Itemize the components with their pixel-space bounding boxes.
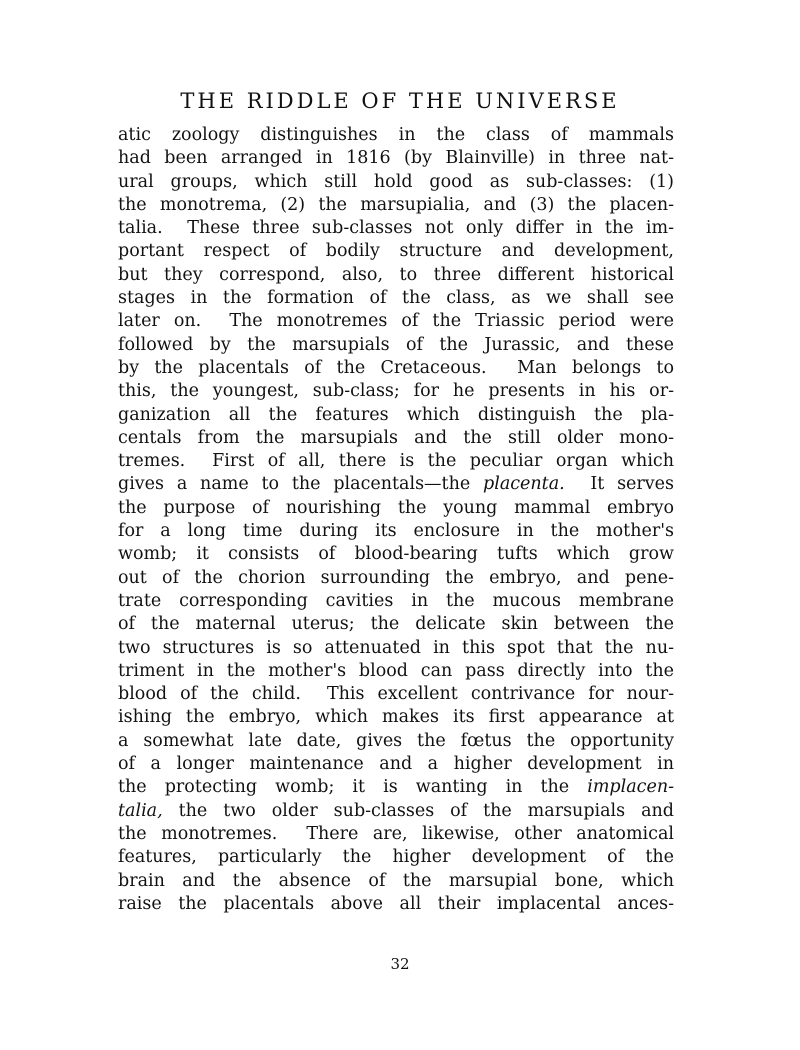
text-line [118, 217, 674, 240]
text-line [118, 590, 674, 613]
text-run: this, the youngest, sub-class; for he presents in his or- [118, 381, 674, 402]
body-text [118, 124, 674, 916]
text-line [118, 823, 674, 846]
text-line [118, 543, 674, 566]
text-run: talia. These three sub-classes not only differ in the im- [118, 218, 674, 239]
text-line [118, 334, 674, 357]
running-head: THE RIDDLE OF THE UNIVERSE [180, 89, 620, 113]
text-run: tremes. First of all, there is the peculiar organ which [118, 451, 674, 472]
text-run: gives a name to the placentals—the [118, 474, 484, 495]
text-line [118, 380, 674, 403]
text-run: the protecting womb; it is wanting in the [118, 777, 588, 798]
text-line [118, 240, 674, 263]
text-run: triment in the mother's blood can pass directly into the [118, 660, 674, 681]
text-line [118, 613, 674, 636]
text-run: brain and the absence of the marsupial bone, which [118, 870, 674, 891]
text-run: of the maternal uterus; the delicate skin between the [118, 614, 674, 635]
text-run: portant respect of bodily structure and development, [118, 241, 674, 262]
text-run: the monotrema, (2) the marsupialia, and (3) the placen- [118, 194, 674, 215]
text-run: It serves [564, 474, 674, 495]
text-run: a somewhat late date, gives the fœtus the opportunity [118, 730, 674, 751]
text-run: ural groups, which still hold good as sub-classes: (1) [118, 171, 674, 192]
text-line [118, 264, 674, 287]
text-run: trate corresponding cavities in the mucous membrane [118, 590, 674, 611]
text-run: atic zoology distinguishes in the class of mammals [118, 125, 674, 145]
text-line [118, 194, 674, 217]
text-line [118, 473, 674, 496]
text-line [118, 427, 674, 450]
text-line [118, 776, 674, 799]
text-run: the purpose of nourishing the young mammal embryo [118, 497, 674, 518]
text-run: later on. The monotremes of the Triassic period were [118, 311, 674, 332]
text-line [118, 310, 674, 333]
text-run: out of the chorion surrounding the embryo, and pene- [118, 567, 674, 588]
text-run: features, particularly the higher development of the [118, 847, 674, 868]
text-line [118, 893, 674, 916]
text-line [118, 450, 674, 473]
text-run: had been arranged in 1816 (by Blainville) in three nat- [118, 148, 674, 169]
text-run: but they correspond, also, to three different historical [118, 264, 674, 285]
text-run: stages in the formation of the class, as we shall see [118, 288, 674, 309]
text-line [118, 730, 674, 753]
text-run: the two older sub-classes of the marsupials and [162, 800, 674, 821]
text-line [118, 637, 674, 660]
text-line [118, 497, 674, 520]
italic-text: placenta. [483, 474, 565, 495]
text-line [118, 870, 674, 893]
text-run: the monotremes. There are, likewise, other anatomical [118, 823, 674, 844]
text-run: two structures is so attenuated in this spot that the nu- [118, 637, 674, 658]
text-run: of a longer maintenance and a higher development in [118, 754, 674, 775]
text-line [118, 660, 674, 683]
text-run: ishing the embryo, which makes its first appearance at [118, 707, 674, 728]
text-line [118, 357, 674, 380]
italic-text: implacen- [587, 777, 674, 798]
page-number: 32 [390, 955, 410, 973]
text-line [118, 287, 674, 310]
text-line [118, 520, 674, 543]
text-line [118, 800, 674, 823]
italic-text: talia, [118, 800, 163, 821]
text-line [118, 753, 674, 776]
text-line [118, 404, 674, 427]
text-run: ganization all the features which distinguish the pla- [118, 404, 674, 425]
text-run: womb; it consists of blood-bearing tufts which grow [118, 544, 674, 565]
text-run: raise the placentals above all their implacental ances- [118, 893, 674, 914]
text-line [118, 147, 674, 170]
text-line [118, 683, 674, 706]
text-run: blood of the child. This excellent contrivance for nour- [118, 684, 674, 705]
text-line [118, 171, 674, 194]
text-line [118, 706, 674, 729]
text-run: for a long time during its enclosure in the mother's [118, 521, 674, 542]
text-run: by the placentals of the Cretaceous. Man belongs to [118, 357, 674, 378]
text-line [118, 846, 674, 869]
text-run: followed by the marsupials of the Jurassic, and these [118, 334, 674, 355]
text-run: centals from the marsupials and the still older mono- [118, 427, 674, 448]
text-line [118, 567, 674, 590]
text-line [118, 124, 674, 147]
